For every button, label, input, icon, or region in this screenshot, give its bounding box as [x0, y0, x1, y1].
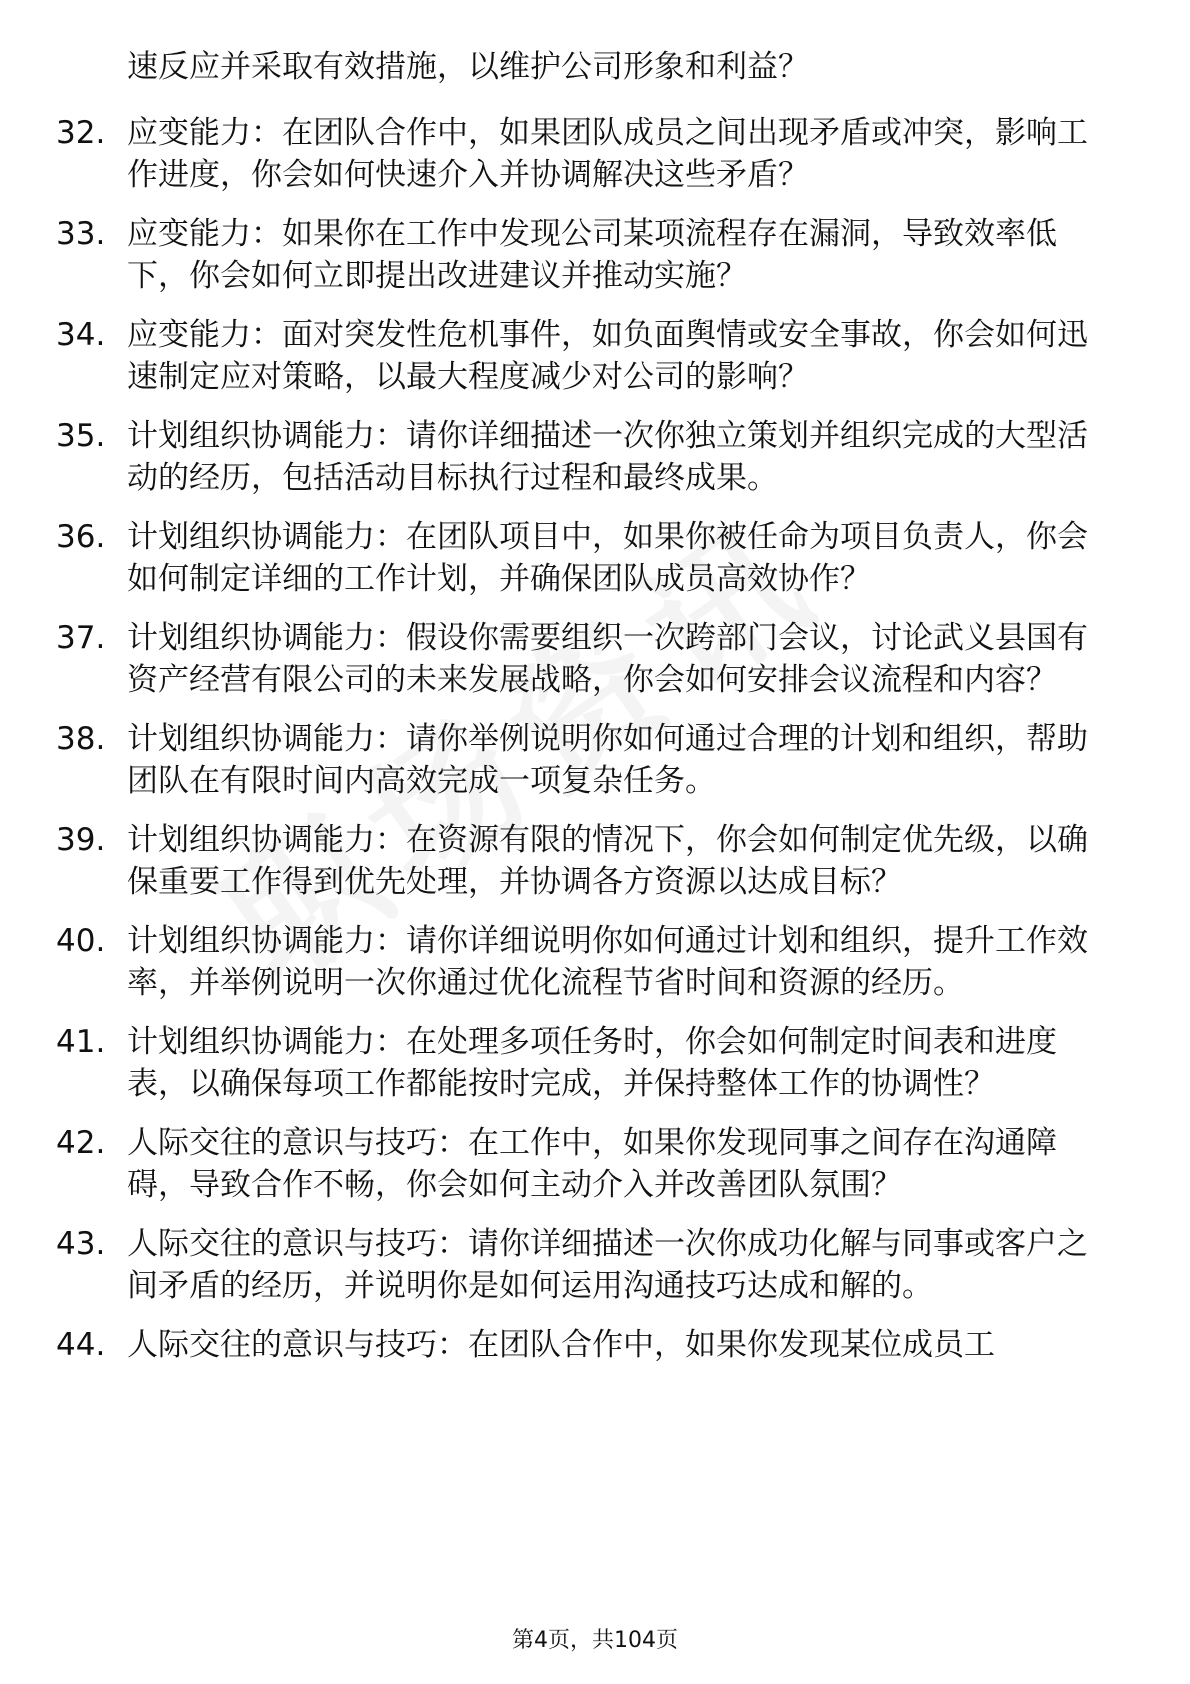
item-text: 计划组织协调能力：在处理多项任务时，你会如何制定时间表和进度表，以确保每项工作都能按时完成，并保持整体工作的协调性？: [127, 1024, 1057, 1102]
item-number: 37.: [56, 620, 106, 656]
list-item: [56, 617, 1126, 701]
item-text: 计划组织协调能力：请你详细描述一次你独立策划并组织完成的大型活动的经历，包括活动目标执行过程和最终成果。: [127, 418, 1088, 496]
page-footer: 第4页，共104页: [512, 1628, 678, 1653]
item-number: 42.: [56, 1125, 106, 1161]
item-text: 计划组织协调能力：在团队项目中，如果你被任命为项目负责人，你会如何制定详细的工作计划，并确保团队成员高效协作？: [127, 519, 1088, 597]
item-text: 计划组织协调能力：在资源有限的情况下，你会如何制定优先级，以确保重要工作得到优先处理，并协调各方资源以达成目标？: [127, 822, 1088, 900]
item-text: 人际交往的意识与技巧：在工作中，如果你发现同事之间存在沟通障碍，导致合作不畅，你会如何主动介入并改善团队氛围？: [127, 1125, 1057, 1203]
item-number: 44.: [56, 1327, 106, 1363]
item-number: 36.: [56, 519, 106, 555]
item-number: 38.: [56, 721, 106, 757]
question-list: [56, 112, 1126, 1383]
item-number: 43.: [56, 1226, 106, 1262]
item-number: 34.: [56, 317, 106, 353]
item-text: 应变能力：面对突发性危机事件，如负面舆情或安全事故，你会如何迅速制定应对策略，以最大程度减少对公司的影响？: [127, 317, 1088, 395]
item-number: 32.: [56, 115, 106, 151]
item-number: 33.: [56, 216, 106, 252]
item-text: 人际交往的意识与技巧：请你详细描述一次你成功化解与同事或客户之间矛盾的经历，并说明你是如何运用沟通技巧达成和解的。: [127, 1226, 1088, 1304]
item-number: 39.: [56, 822, 106, 858]
list-item: [56, 314, 1126, 398]
list-item: [56, 213, 1126, 297]
list-item: [56, 819, 1126, 903]
list-item: [56, 1021, 1126, 1105]
item-text: 计划组织协调能力：假设你需要组织一次跨部门会议，讨论武义县国有资产经营有限公司的未来发展战略，你会如何安排会议流程和内容？: [127, 620, 1088, 698]
item-text: 应变能力：在团队合作中，如果团队成员之间出现矛盾或冲突，影响工作进度，你会如何快速介入并协调解决这些矛盾？: [127, 115, 1088, 193]
list-item: [56, 1324, 1126, 1366]
item-number: 35.: [56, 418, 106, 454]
list-item: [56, 415, 1126, 499]
list-item: [56, 920, 1126, 1004]
item-text: 人际交往的意识与技巧：在团队合作中，如果你发现某位成员工: [127, 1327, 995, 1363]
item-text: 计划组织协调能力：请你详细说明你如何通过计划和组织，提升工作效率，并举例说明一次你通过优化流程节省时间和资源的经历。: [127, 923, 1088, 1001]
list-item: [56, 718, 1126, 802]
item-number: 40.: [56, 923, 106, 959]
list-item: [56, 516, 1126, 600]
item-text: 计划组织协调能力：请你举例说明你如何通过合理的计划和组织，帮助团队在有限时间内高效完成一项复杂任务。: [127, 721, 1088, 799]
item-text: 应变能力：如果你在工作中发现公司某项流程存在漏洞，导致效率低下，你会如何立即提出改进建议并推动实施？: [127, 216, 1057, 294]
list-item: [56, 112, 1126, 196]
list-item: [56, 1223, 1126, 1307]
item-number: 41.: [56, 1024, 106, 1060]
continuation-text: 速反应并采取有效措施，以维护公司形象和利益？: [127, 49, 809, 85]
list-item: [56, 1122, 1126, 1206]
